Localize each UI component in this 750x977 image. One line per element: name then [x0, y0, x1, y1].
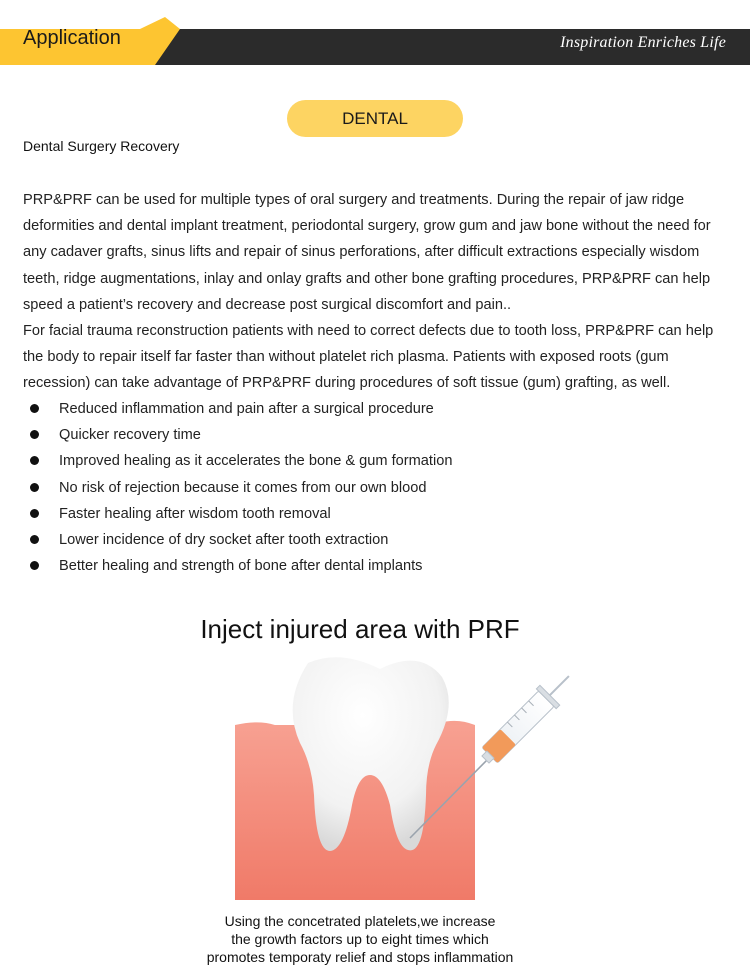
caption-line: the growth factors up to eight times which [231, 931, 489, 947]
caption-line: Using the concetrated platelets,we increase [224, 913, 496, 929]
figure-caption [180, 912, 540, 966]
list-item-text: Improved healing as it accelerates the bone & gum formation [59, 453, 453, 470]
header-banner [0, 17, 750, 65]
bullet-icon [30, 509, 39, 518]
body-text [23, 187, 733, 397]
syringe-icon [476, 666, 570, 769]
banner-tagline: Inspiration Enriches Life [560, 34, 726, 51]
figure-title: Inject injured area with PRF [200, 614, 520, 644]
list-item-text: Faster healing after wisdom tooth removal [59, 505, 331, 522]
list-item-text: Lower incidence of dry socket after tooth extraction [59, 531, 389, 548]
list-item-text: No risk of rejection because it comes from our own blood [59, 479, 427, 496]
bullet-icon [30, 561, 39, 570]
tooth-injection-illustration [230, 655, 570, 900]
bullet-icon [30, 483, 39, 492]
banner-label: Application [23, 27, 121, 49]
bullet-icon [30, 535, 39, 544]
section-pill: DENTAL [287, 100, 463, 137]
bullet-icon [30, 430, 39, 439]
paragraph: For facial trauma reconstruction patients with need to correct defects due to tooth loss, PRP&PRF can help the body to repair itself far faster than without platelet rich plasma. Patients with exposed roots (gum recession) can take advantage of PRP&PRF during procedures of soft tissue (gum) grafting, as well. [23, 323, 714, 392]
list-item-text: Better healing and strength of bone after dental implants [59, 558, 423, 575]
caption-line: promotes temporaty relief and stops inflammation [206, 949, 514, 965]
section-subheading: Dental Surgery Recovery [23, 138, 180, 154]
list-item-text: Reduced inflammation and pain after a surgical procedure [59, 401, 434, 417]
bullet-icon [30, 404, 39, 413]
paragraph: PRP&PRF can be used for multiple types of oral surgery and treatments. During the repair of jaw ridge deformities and dental implant treatment, periodontal surgery, grow gum and jaw bone without the need for any cadaver grafts, sinus lifts and repair of sinus perforations, after difficult extractions especially wisdom teeth, ridge augmentations, inlay and onlay grafts and other bone grafting procedures, PRP&PRF can help speed a patient’s recovery and decrease post surgical discomfort and pain.. [23, 192, 711, 313]
bullet-icon [30, 456, 39, 465]
list-item-text: Quicker recovery time [59, 427, 201, 444]
